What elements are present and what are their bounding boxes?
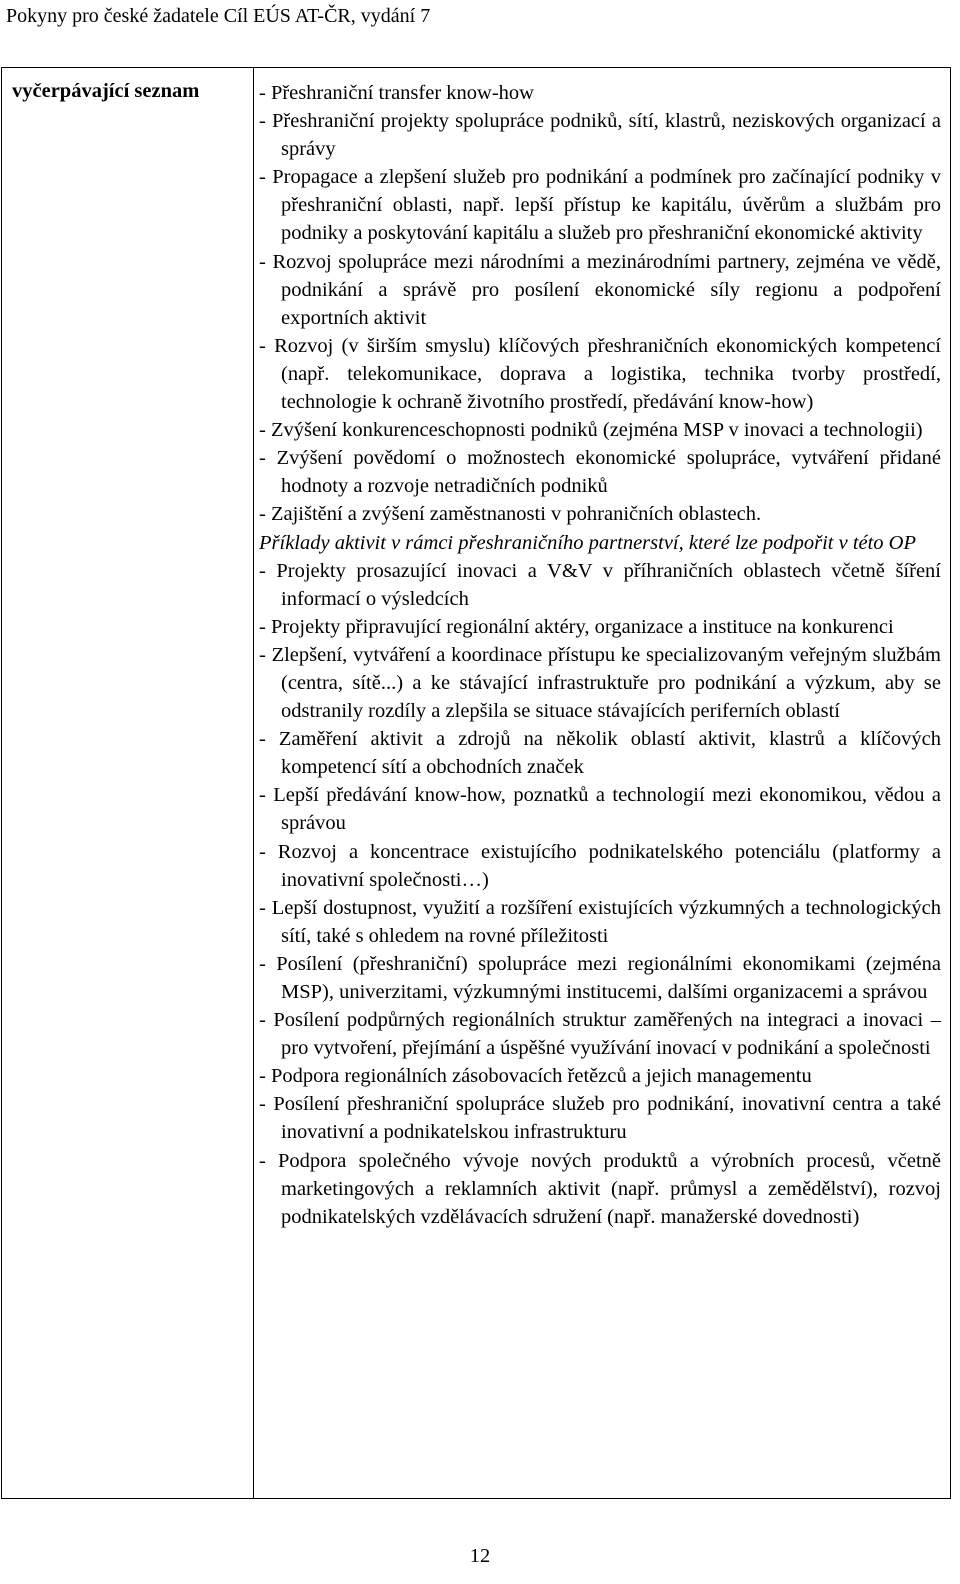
- list-item: - Zajištění a zvýšení zaměstnanosti v pohraničních oblastech.: [259, 503, 762, 526]
- list-item: - Posílení přeshraniční spolupráce služeb pro podnikání, inovativní centra a také inovativní a podnikatelskou infrastrukturu: [259, 1093, 941, 1144]
- row-label: vyčerpávající seznam: [12, 80, 200, 102]
- list-item: - Přeshraniční transfer know-how: [259, 82, 534, 104]
- list-item: - Zvýšení konkurenceschopnosti podniků (zejména MSP v inovaci a technologii): [259, 419, 923, 442]
- page-number: 12: [469, 1545, 491, 1567]
- list-item: - Projekty prosazující inovaci a V&V v příhraničních oblastech včetně šíření informací o výsledcích: [259, 559, 941, 610]
- examples-heading: Příklady aktivit v rámci přeshraničního partnerství, které lze podpořit v této OP: [259, 531, 917, 554]
- list-item: - Lepší předávání know-how, poznatků a technologií mezi ekonomikou, vědou a správou: [259, 784, 941, 835]
- list-item: - Projekty připravující regionální aktéry, organizace a instituce na konkurenci: [259, 615, 894, 638]
- list-item: - Posílení podpůrných regionálních struktur zaměřených na integraci a inovaci – pro vytvoření, přejímání a úspěšné využívání inovací v podnikání a společnosti: [259, 1009, 941, 1060]
- list-item: - Propagace a zlepšení služeb pro podnikání a podmínek pro začínající podniky v přeshraniční oblasti, např. lepší přístup ke kapitálu, úvěrům a službám pro podniky a poskytování kapitálu a služeb pro přeshraniční ekonomické aktivity: [259, 166, 941, 245]
- list-item: - Rozvoj spolupráce mezi národními a mezinárodními partnery, zejména ve vědě, podnikání a správě pro posílení ekonomické síly regionu a podpoření exportních aktivit: [259, 250, 941, 329]
- list-item: - Podpora společného vývoje nových produktů a výrobních procesů, včetně marketingových a reklamních aktivit (např. průmysl a zemědělství), rozvoj podnikatelských vzdělávacích sdružení (např. manažerské dovednosti): [259, 1149, 941, 1228]
- activities-list: [259, 79, 941, 1231]
- list-item: - Podpora regionálních zásobovacích řetězců a jejich managementu: [259, 1065, 812, 1088]
- list-item: - Zaměření aktivit a zdrojů na několik oblastí aktivit, klastrů a klíčových kompetencí sítí a obchodních značek: [259, 728, 941, 779]
- list-item: - Lepší dostupnost, využití a rozšíření existujících výzkumných a technologických sítí, také s ohledem na rovné příležitosti: [259, 896, 941, 947]
- list-item: - Rozvoj (v širším smyslu) klíčových přeshraničních ekonomických kompetencí (např. telekomunikace, doprava a logistika, technika tvorby prostředí, technologie k ochraně životního prostředí, předávání know-how): [259, 334, 941, 414]
- list-item: - Přeshraniční projekty spolupráce podniků, sítí, klastrů, neziskových organizací a správy: [259, 110, 941, 161]
- document-header-title: Pokyny pro české žadatele Cíl EÚS AT-ČR, vydání 7: [6, 5, 431, 27]
- activities-table: [1, 67, 951, 1499]
- column-divider: [253, 68, 254, 1498]
- list-item: - Posílení (přeshraniční) spolupráce mezi regionálními ekonomikami (zejména MSP), univerzitami, výzkumnými institucemi, dalšími organizacemi a správou: [259, 952, 941, 1003]
- list-item: - Rozvoj a koncentrace existujícího podnikatelského potenciálu (platformy a inovativní společnosti…): [259, 840, 941, 891]
- list-item: - Zvýšení povědomí o možnostech ekonomické spolupráce, vytváření přidané hodnoty a rozvoje netradičních podniků: [259, 447, 941, 498]
- list-item: - Zlepšení, vytváření a koordinace přístupu ke specializovaným veřejným službám (centra, sítě...) a ke stávající infrastruktuře pro podnikání a výzkum, aby se odstranily rozdíly a zlepšila se situace stávajících periferních oblastí: [259, 643, 941, 723]
